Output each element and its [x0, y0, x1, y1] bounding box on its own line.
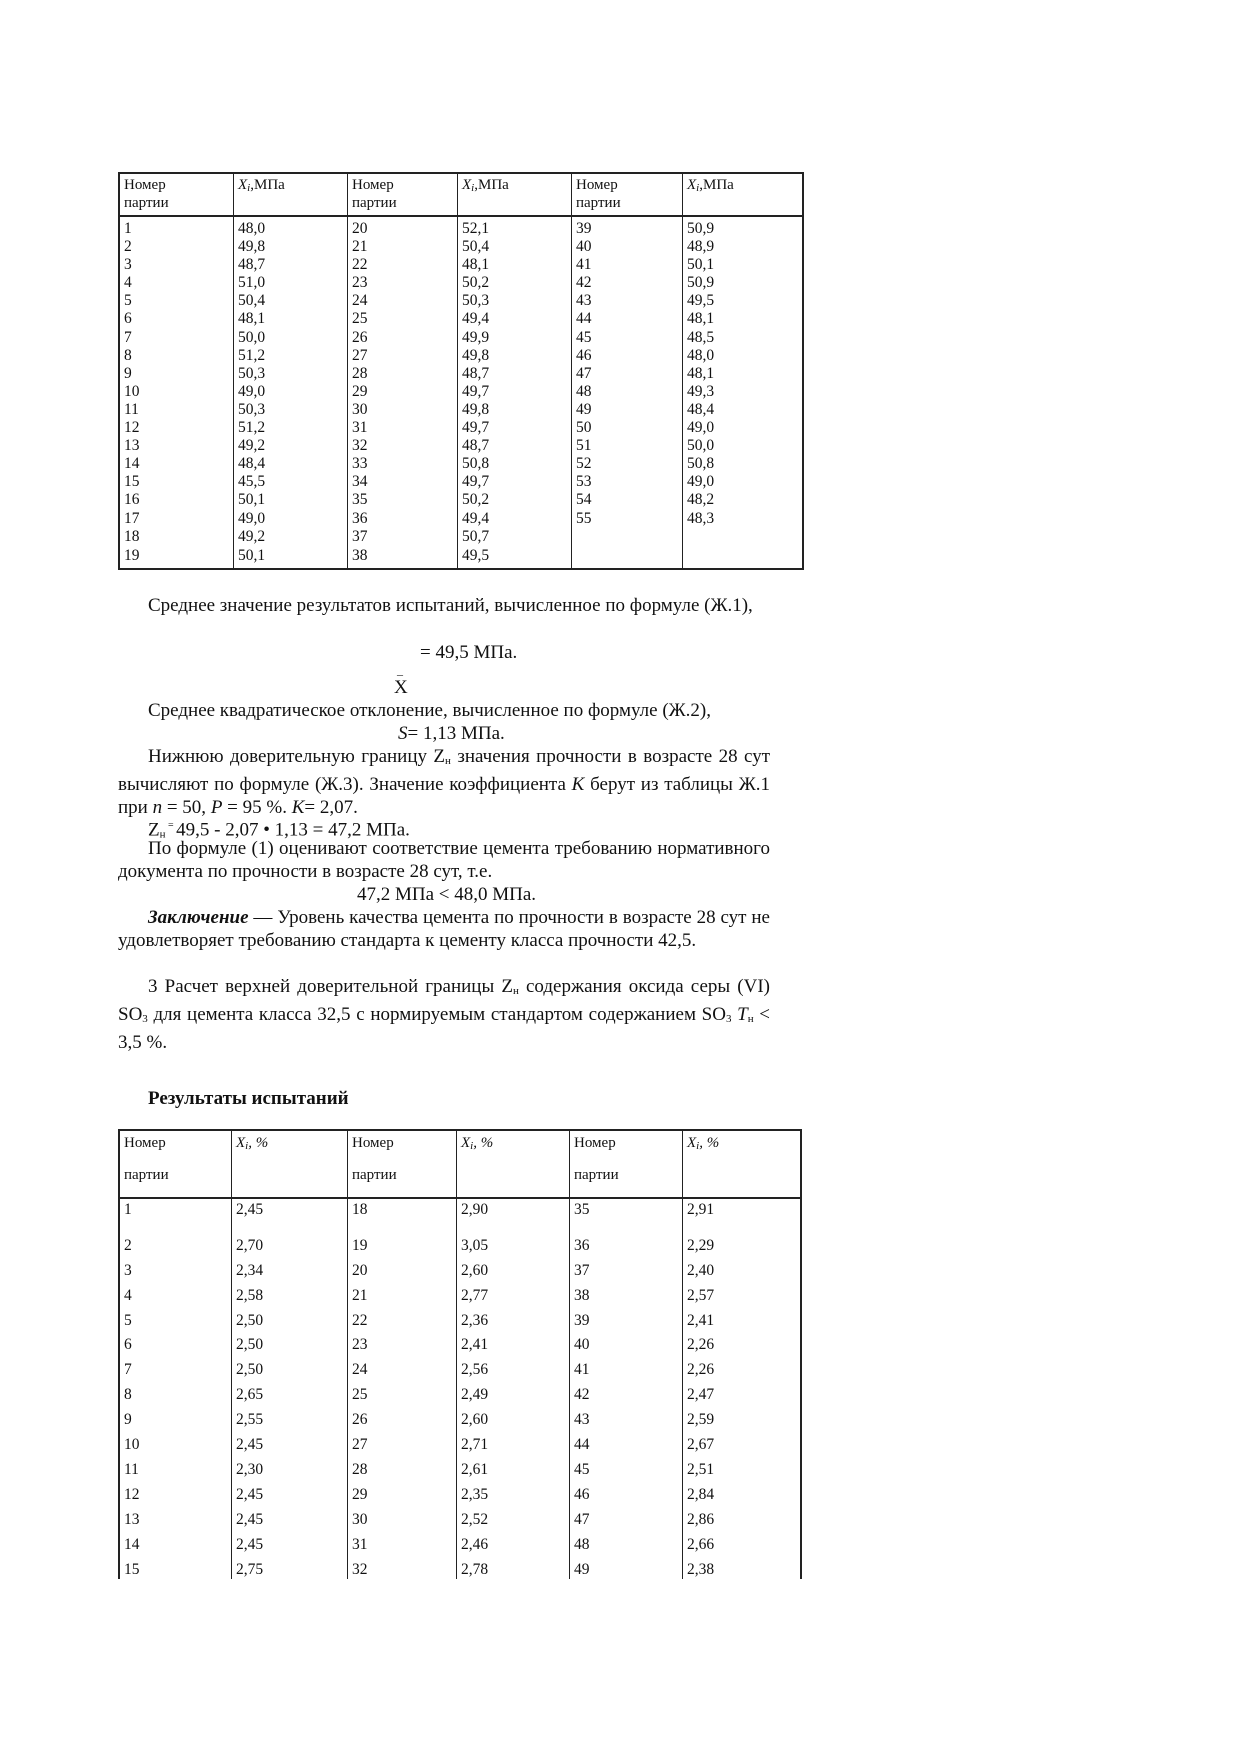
table-cell: 45	[576, 328, 592, 346]
table-cell: 2,84	[687, 1486, 715, 1503]
table-cell: 32	[352, 437, 368, 455]
table-cell: 48,7	[238, 256, 266, 274]
table-cell: 43	[576, 292, 592, 310]
table-cell: 48,7	[462, 364, 490, 382]
table-cell: 17	[124, 509, 140, 527]
table-cell: 12	[124, 1486, 140, 1503]
table-cell: 2,30	[236, 1461, 264, 1478]
table-cell: 37	[352, 527, 368, 545]
table-cell: 49,2	[238, 527, 266, 545]
stddev-formula: S= 1,13 МПа.	[398, 723, 505, 744]
table-cell: 46	[574, 1486, 590, 1503]
table-cell: 40	[576, 238, 592, 256]
table-cell: 50,9	[687, 220, 715, 237]
table-cell: 50,3	[238, 400, 266, 418]
t1-cells-batch-3	[576, 220, 592, 528]
table-cell: 2,75	[236, 1561, 264, 1578]
table-cell: 3	[124, 1262, 132, 1279]
t2-header-divider	[120, 1197, 800, 1199]
table-cell: 48,7	[462, 437, 490, 455]
table-cell: 48,5	[687, 328, 715, 346]
table-cell: 2,78	[461, 1561, 489, 1578]
table-cell: 41	[576, 256, 592, 274]
table-cell: 8	[124, 1386, 132, 1403]
table-cell: 1	[124, 1201, 132, 1218]
table-cell: 24	[352, 1361, 368, 1378]
table-cell: 42	[574, 1386, 590, 1403]
table-cell: 14	[124, 1536, 140, 1553]
table-cell: 50,8	[687, 455, 715, 473]
table-cell: 47	[576, 364, 592, 382]
table-cell: 2,65	[236, 1386, 264, 1403]
table-cell: 2,70	[236, 1237, 264, 1254]
table-cell: 12	[124, 419, 140, 437]
t1-last-cell: 38	[352, 547, 368, 564]
table-cell: 49,2	[238, 437, 266, 455]
table-cell: 11	[124, 400, 139, 418]
table-cell: 7	[124, 328, 132, 346]
table-cell: 50,9	[687, 274, 715, 292]
table-cell: 51,0	[238, 274, 266, 292]
table-cell: 10	[124, 382, 140, 400]
table-cell: 6	[124, 310, 132, 328]
table-cell: 27	[352, 1436, 368, 1453]
table-cell: 52,1	[462, 220, 490, 237]
table-cell: 50,4	[238, 292, 266, 310]
table-cell: 2,45	[236, 1436, 264, 1453]
table-cell: 30	[352, 400, 368, 418]
table-cell: 49	[574, 1561, 590, 1578]
table-cell: 2,50	[236, 1361, 264, 1378]
table-cell: 50,4	[462, 238, 490, 256]
table-cell: 48,1	[462, 256, 490, 274]
stddev-paragraph: Среднее квадратическое отклонение, вычисленное по формуле (Ж.2),	[148, 700, 712, 721]
table-cell: 2	[124, 1237, 132, 1254]
table-cell: 2,67	[687, 1436, 715, 1453]
table-cell: 48,1	[687, 364, 715, 382]
table-cell: 5	[124, 1312, 132, 1329]
table-cell: 2,60	[461, 1411, 489, 1428]
table-cell: 2,35	[461, 1486, 489, 1503]
table-cell: 46	[576, 346, 592, 364]
table-cell: 54	[576, 491, 592, 509]
mean-paragraph: Среднее значение результатов испытаний, вычисленное по формуле (Ж.1),	[148, 595, 753, 616]
table-cell: 49,8	[462, 346, 490, 364]
table-cell: 52	[576, 455, 592, 473]
table-cell: 48,1	[238, 310, 266, 328]
table-cell: 26	[352, 328, 368, 346]
table-cell: 49,3	[687, 382, 715, 400]
t2-header-value-1: $X_i$, %	[236, 1135, 269, 1152]
table-cell: 15	[124, 1561, 140, 1578]
table-cell: 33	[352, 455, 368, 473]
t2-header-value-2: $X_i$, %	[461, 1135, 494, 1152]
table-cell: 36	[574, 1237, 590, 1254]
table-cell: 2,41	[461, 1336, 489, 1353]
t2-header-batch-3-l2: партии	[574, 1167, 619, 1183]
table-cell: 14	[124, 455, 140, 473]
strength-results-table	[118, 172, 804, 570]
table-cell: 2,71	[461, 1436, 489, 1453]
table-cell: 44	[574, 1436, 590, 1453]
table-cell: 7	[124, 1361, 132, 1378]
table-cell: 23	[352, 1336, 368, 1353]
t1-header-divider	[120, 215, 802, 217]
table-cell: 13	[124, 437, 140, 455]
table-cell: 32	[352, 1561, 368, 1578]
table-cell: 44	[576, 310, 592, 328]
table-cell: 2,45	[236, 1201, 264, 1218]
table-cell: 26	[352, 1411, 368, 1428]
table-cell: 24	[352, 292, 368, 310]
t1-col-batch-3	[571, 174, 683, 568]
table-cell: 48	[576, 382, 592, 400]
table-cell: 49,4	[462, 310, 490, 328]
mean-symbol: X	[394, 677, 408, 698]
table-cell: 47	[574, 1511, 590, 1528]
table-cell: 38	[574, 1287, 590, 1304]
table-cell: 2,86	[687, 1511, 715, 1528]
table-cell: 45,5	[238, 473, 266, 491]
table-cell: 10	[124, 1436, 140, 1453]
t1-header-batch-1: Номер партии	[124, 177, 169, 211]
table-cell: 21	[352, 238, 368, 256]
table-cell: 50,3	[238, 364, 266, 382]
t1-col-value-1	[233, 174, 348, 568]
mean-formula: = 49,5 МПа.	[420, 642, 518, 663]
table-cell: 1	[124, 220, 132, 237]
table-cell: 35	[352, 491, 368, 509]
table-cell: 16	[124, 491, 140, 509]
table-cell: 48,4	[238, 455, 266, 473]
table-cell: 39	[574, 1312, 590, 1329]
table-cell: 48,9	[687, 238, 715, 256]
table-cell: 2,51	[687, 1461, 715, 1478]
table-cell: 2,90	[461, 1201, 489, 1218]
table-cell: 29	[352, 382, 368, 400]
table-cell: 27	[352, 346, 368, 364]
table-cell: 51,2	[238, 346, 266, 364]
table-cell: 4	[124, 274, 132, 292]
table-cell: 34	[352, 473, 368, 491]
t1-header-value-1: $X_i,МПа$	[238, 177, 285, 194]
table-cell: 30	[352, 1511, 368, 1528]
table-cell: 49,7	[462, 419, 490, 437]
table-cell: 31	[352, 1536, 368, 1553]
t1-header-batch-3: Номер партии	[576, 177, 621, 211]
t1-cells-batch-2	[352, 220, 368, 546]
table-cell: 15	[124, 473, 140, 491]
table-cell: 48	[574, 1536, 590, 1553]
table-cell: 2,56	[461, 1361, 489, 1378]
t2-header-batch-3-l1: Номер	[574, 1135, 616, 1151]
t1-cells-value-1	[238, 220, 265, 546]
compliance-formula: 47,2 МПа < 48,0 МПа.	[357, 884, 537, 905]
table-cell: 50,0	[238, 328, 266, 346]
table-cell: 43	[574, 1411, 590, 1428]
table-cell: 2,91	[687, 1201, 715, 1218]
table-cell: 3	[124, 256, 132, 274]
table-cell: 45	[574, 1461, 590, 1478]
table-cell: 37	[574, 1262, 590, 1279]
table-cell: 2	[124, 238, 132, 256]
table-cell: 49,4	[462, 509, 490, 527]
table-cell: 25	[352, 1386, 368, 1403]
sulfur-paragraph: 3 Расчет верхней доверительной границы $Z_н$ содержания оксида серы (VI) $SO_3$ для цемента класса 32,5 с нормируемым стандартом содержанием $SO_3$ $T_н < 3,5$ %.	[118, 976, 771, 1053]
table-cell: 22	[352, 1312, 368, 1329]
t2-header-value-3: $X_i$, %	[687, 1135, 720, 1152]
table-cell: 6	[124, 1336, 132, 1353]
table-cell: 48,1	[687, 310, 715, 328]
table-cell: 13	[124, 1511, 140, 1528]
table-cell: 29	[352, 1486, 368, 1503]
results-heading: Результаты испытаний	[148, 1088, 349, 1109]
table-cell: 28	[352, 364, 368, 382]
table-cell: 2,49	[461, 1386, 489, 1403]
t1-last-cell: 50,1	[238, 547, 266, 564]
t1-header-value-2: $X_i,МПа$	[462, 177, 509, 194]
t1-header-value-3: $X_i,МПа$	[687, 177, 734, 194]
table-cell: 40	[574, 1336, 590, 1353]
table-cell: 23	[352, 274, 368, 292]
table-cell: 2,29	[687, 1237, 715, 1254]
table-cell: 2,59	[687, 1411, 715, 1428]
t1-cells-value-2	[462, 220, 489, 546]
table-cell: 53	[576, 473, 592, 491]
table-cell: 2,40	[687, 1262, 715, 1279]
table-cell: 2,41	[687, 1312, 715, 1329]
table-cell: 50,7	[462, 527, 490, 545]
table-cell: 51	[576, 437, 592, 455]
t1-cells-batch-1	[124, 220, 140, 546]
table-cell: 19	[352, 1237, 368, 1254]
table-cell: 18	[124, 527, 140, 545]
table-cell: 2,26	[687, 1336, 715, 1353]
table-cell: 31	[352, 419, 368, 437]
t1-last-cell: 19	[124, 547, 140, 564]
table-cell: 49,9	[462, 328, 490, 346]
table-cell: 39	[576, 220, 592, 237]
table-cell: 50,0	[687, 437, 715, 455]
t1-col-batch-2	[347, 174, 458, 568]
lower-bound-calc: $Z_н$ = 49,5 - 2,07 • 1,13 = 47,2 МПа.	[148, 819, 410, 841]
table-cell: 2,77	[461, 1287, 489, 1304]
mean-overbar: _	[397, 663, 403, 677]
table-cell: 2,45	[236, 1486, 264, 1503]
conclusion-paragraph: Заключение — Уровень качества цемента по прочности в возрасте 28 сут не удовлетворяет требованию стандарта к цементу класса прочности 42,5.	[118, 907, 770, 951]
table-cell: 2,57	[687, 1287, 715, 1304]
table-cell: 49,0	[238, 509, 266, 527]
table-cell: 35	[574, 1201, 590, 1218]
table-cell: 22	[352, 256, 368, 274]
table-cell: 50,1	[687, 256, 715, 274]
table-cell: 2,45	[236, 1511, 264, 1528]
table-cell: 48,4	[687, 400, 715, 418]
table-cell: 9	[124, 1411, 132, 1428]
table-cell: 49	[576, 400, 592, 418]
table-cell: 2,52	[461, 1511, 489, 1528]
table-cell: 50,2	[462, 274, 490, 292]
table-cell: 21	[352, 1287, 368, 1304]
table-cell: 3,05	[461, 1237, 489, 1254]
table-cell: 49,8	[462, 400, 490, 418]
table-cell: 20	[352, 1262, 368, 1279]
table-cell: 42	[576, 274, 592, 292]
table-cell: 2,38	[687, 1561, 715, 1578]
t2-header-batch-2-l2: партии	[352, 1167, 397, 1183]
table-cell: 50,3	[462, 292, 490, 310]
table-cell: 48,0	[687, 346, 715, 364]
table-cell: 49,8	[238, 238, 266, 256]
table-cell: 4	[124, 1287, 132, 1304]
table-cell: 49,0	[687, 473, 715, 491]
table-cell: 2,61	[461, 1461, 489, 1478]
table-cell: 25	[352, 310, 368, 328]
table-cell: 2,34	[236, 1262, 264, 1279]
table-cell: 51,2	[238, 419, 266, 437]
table-cell: 2,45	[236, 1536, 264, 1553]
table-cell: 2,46	[461, 1536, 489, 1553]
table-cell: 48,2	[687, 491, 715, 509]
table-cell: 20	[352, 220, 368, 237]
t2-header-batch-2-l1: Номер	[352, 1135, 394, 1151]
table-cell: 50,8	[462, 455, 490, 473]
table-cell: 49,7	[462, 473, 490, 491]
table-cell: 2,66	[687, 1536, 715, 1553]
table-cell: 49,0	[687, 419, 715, 437]
t1-col-value-3	[682, 174, 802, 568]
table-cell: 2,55	[236, 1411, 264, 1428]
table-cell: 28	[352, 1461, 368, 1478]
t1-col-value-2	[457, 174, 572, 568]
table-cell: 50	[576, 419, 592, 437]
table-cell: 2,50	[236, 1336, 264, 1353]
table-cell: 41	[574, 1361, 590, 1378]
lower-bound-paragraph: Нижнюю доверительную границу $Z_н$ значения прочности в возрасте 28 сут вычисляют по формуле (Ж.3). Значение коэффициента K берут из таблицы Ж.1 при n = 50, P = 95 %. K= 2,07.	[118, 746, 770, 818]
table-cell: 2,36	[461, 1312, 489, 1329]
table-cell: 2,50	[236, 1312, 264, 1329]
table-cell: 18	[352, 1201, 368, 1218]
t2-header-batch-1-l2: партии	[124, 1167, 169, 1183]
t1-last-cell: 49,5	[462, 547, 490, 564]
table-cell: 49,0	[238, 382, 266, 400]
t2-header-batch-1-l1: Номер	[124, 1135, 166, 1151]
sulfur-results-table	[118, 1129, 802, 1579]
table-cell: 2,60	[461, 1262, 489, 1279]
table-cell: 48,0	[238, 220, 266, 237]
table-cell: 8	[124, 346, 132, 364]
table-cell: 2,58	[236, 1287, 264, 1304]
table-cell: 49,7	[462, 382, 490, 400]
table-cell: 50,1	[238, 491, 266, 509]
table-cell: 50,2	[462, 491, 490, 509]
t1-col-batch-1	[120, 174, 233, 568]
table-cell: 11	[124, 1461, 139, 1478]
table-cell: 9	[124, 364, 132, 382]
table-cell: 55	[576, 509, 592, 527]
t1-header-batch-2: Номер партии	[352, 177, 397, 211]
table-cell: 49,5	[687, 292, 715, 310]
table-cell: 48,3	[687, 509, 715, 527]
table-cell: 5	[124, 292, 132, 310]
t1-cells-value-3	[687, 220, 714, 528]
compliance-paragraph: По формуле (1) оценивают соответствие цемента требованию нормативного документа по прочности в возрасте 28 сут, т.е.	[118, 838, 770, 882]
table-cell: 36	[352, 509, 368, 527]
table-cell: 2,26	[687, 1361, 715, 1378]
table-cell: 2,47	[687, 1386, 715, 1403]
